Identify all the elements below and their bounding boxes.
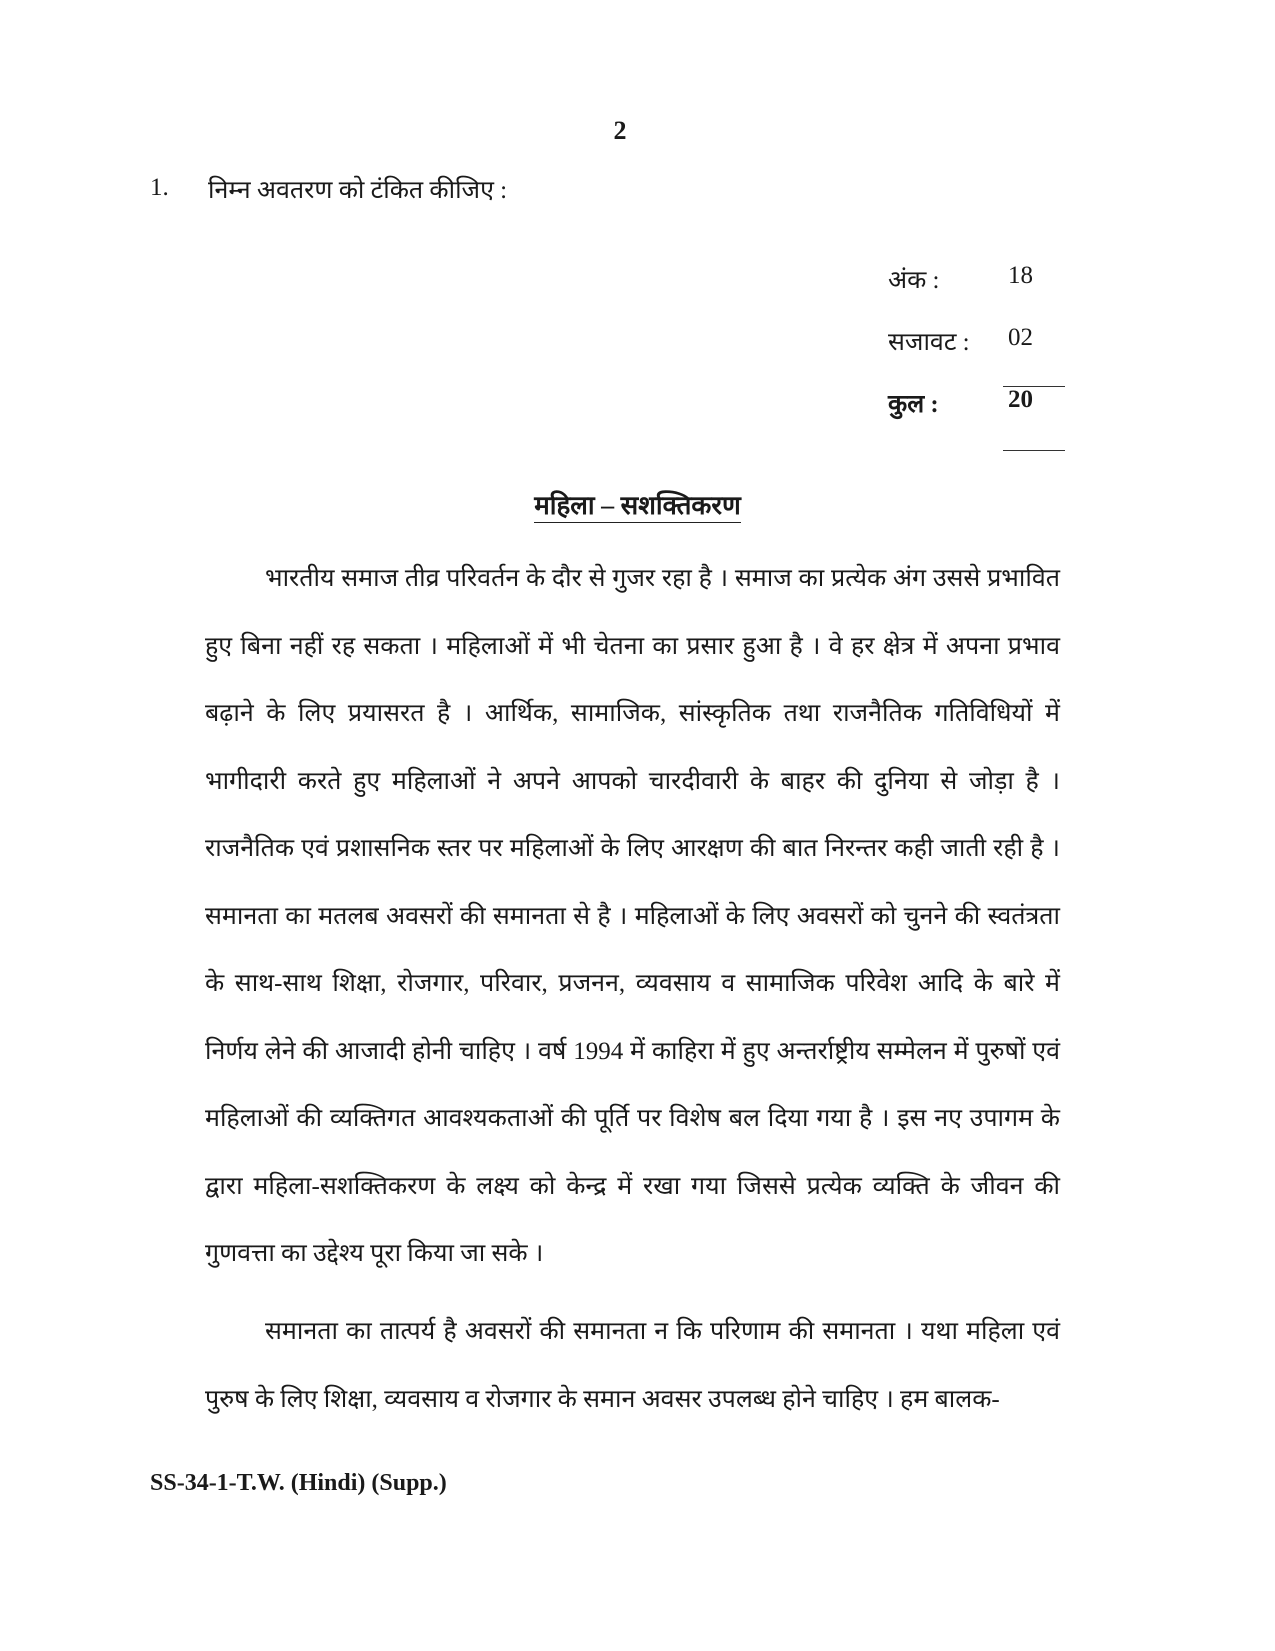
marks-row-score bbox=[888, 262, 1058, 302]
marks-label: सजावट : bbox=[888, 329, 970, 356]
marks-value: 20 bbox=[1008, 386, 1033, 413]
marks-label: अंक : bbox=[888, 267, 940, 294]
total-rule-top bbox=[1003, 386, 1065, 387]
passage-title bbox=[0, 486, 1275, 522]
marks-value: 02 bbox=[1008, 324, 1033, 351]
marks-table bbox=[888, 262, 1058, 418]
marks-label: कुल : bbox=[888, 391, 939, 418]
question-number: 1. bbox=[150, 174, 169, 201]
passage-paragraph: भारतीय समाज तीव्र परिवर्तन के दौर से गुजर रहा है । समाज का प्रत्येक अंग उससे प्रभावित हुए बिना नहीं रह सकता । महिलाओं में भी चेतना का प्रसार हुआ है । वे हर क्षेत्र में अपना प्रभाव बढ़ाने के लिए प्रयासरत है । आर्थिक, सामाजिक, सांस्कृतिक तथा राजनैतिक गतिविधियों में भागीदारी करते हुए महिलाओं ने अपने आपको चारदीवारी के बाहर की दुनिया से जोड़ा है । राजनैतिक एवं प्रशासनिक स्तर पर महिलाओं के लिए आरक्षण की बात निरन्तर कही जाती रही है । समानता का मतलब अवसरों की समानता से है । महिलाओं के लिए अवसरों को चुनने की स्वतंत्रता के साथ-साथ शिक्षा, रोजगार, परिवार, प्रजनन, व्यवसाय व सामाजिक परिवेश आदि के बारे में निर्णय लेने की आजादी होनी चाहिए । वर्ष 1994 में काहिरा में हुए अन्तर्राष्ट्रीय सम्मेलन में पुरुषों एवं महिलाओं की व्यक्तिगत आवश्यकताओं की पूर्ति पर विशेष बल दिया गया है । इस नए उपागम के द्वारा महिला-सशक्तिकरण के लक्ष्य को केन्द्र में रखा गया जिससे प्रत्येक व्यक्ति के जीवन की गुणवत्ता का उद्देश्य पूरा किया जा सके । bbox=[205, 565, 1060, 1267]
question-text: निम्न अवतरण को टंकित कीजिए : bbox=[208, 177, 508, 204]
passage-paragraph: समानता का तात्पर्य है अवसरों की समानता न कि परिणाम की समानता । यथा महिला एवं पुरुष के लिए शिक्षा, व्यवसाय व रोजगार के समान अवसर उपलब्ध होने चाहिए । हम बालक- bbox=[205, 1318, 1060, 1413]
passage-title-text: महिला – सशक्तिकरण bbox=[534, 491, 741, 523]
paper-code: SS-34-1-T.W. (Hindi) (Supp.) bbox=[150, 1470, 447, 1496]
total-rule-bottom bbox=[1003, 450, 1065, 451]
marks-value: 18 bbox=[1008, 262, 1033, 289]
marks-row-total bbox=[888, 386, 1058, 426]
marks-row-decoration bbox=[888, 324, 1058, 364]
page-number: 2 bbox=[613, 116, 627, 145]
